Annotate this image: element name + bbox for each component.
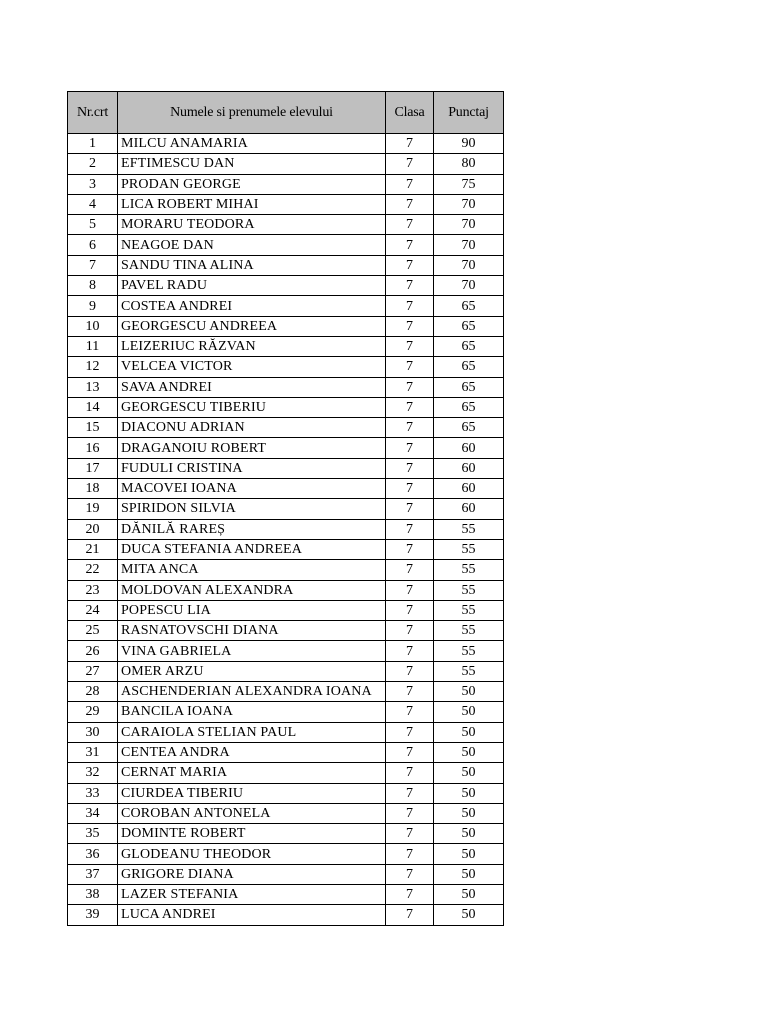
clasa-cell: 7	[386, 377, 434, 397]
clasa-cell: 7	[386, 661, 434, 681]
clasa-cell: 7	[386, 641, 434, 661]
header-punctaj: Punctaj	[434, 92, 504, 134]
student-name-cell: COSTEA ANDREI	[118, 296, 386, 316]
punctaj-cell: 65	[434, 316, 504, 336]
student-name-cell: ASCHENDERIAN ALEXANDRA IOANA	[118, 682, 386, 702]
table-row	[68, 783, 504, 803]
student-name-cell: DOMINTE ROBERT	[118, 824, 386, 844]
student-name-cell: PAVEL RADU	[118, 276, 386, 296]
table-body	[68, 134, 504, 926]
clasa-cell: 7	[386, 357, 434, 377]
punctaj-cell: 65	[434, 296, 504, 316]
row-nr-cell: 36	[68, 844, 118, 864]
table-row	[68, 255, 504, 275]
table-row	[68, 276, 504, 296]
punctaj-cell: 55	[434, 621, 504, 641]
student-name-cell: GEORGESCU TIBERIU	[118, 397, 386, 417]
table-row	[68, 722, 504, 742]
punctaj-cell: 60	[434, 499, 504, 519]
punctaj-cell: 70	[434, 255, 504, 275]
row-nr-cell: 16	[68, 438, 118, 458]
clasa-cell: 7	[386, 215, 434, 235]
clasa-cell: 7	[386, 600, 434, 620]
row-nr-cell: 37	[68, 864, 118, 884]
table-row	[68, 458, 504, 478]
clasa-cell: 7	[386, 336, 434, 356]
clasa-cell: 7	[386, 702, 434, 722]
table-row	[68, 742, 504, 762]
student-name-cell: MACOVEI IOANA	[118, 479, 386, 499]
table-row	[68, 316, 504, 336]
table-row	[68, 580, 504, 600]
table-row	[68, 418, 504, 438]
student-name-cell: CIURDEA TIBERIU	[118, 783, 386, 803]
punctaj-cell: 65	[434, 336, 504, 356]
header-student-name: Numele si prenumele elevului	[118, 92, 386, 134]
student-name-cell: NEAGOE DAN	[118, 235, 386, 255]
clasa-cell: 7	[386, 479, 434, 499]
row-nr-cell: 8	[68, 276, 118, 296]
student-name-cell: BANCILA IOANA	[118, 702, 386, 722]
table-row	[68, 560, 504, 580]
row-nr-cell: 12	[68, 357, 118, 377]
student-name-cell: DĂNILĂ RAREȘ	[118, 519, 386, 539]
table-row	[68, 905, 504, 925]
student-name-cell: FUDULI CRISTINA	[118, 458, 386, 478]
header-nr-crt: Nr.crt	[68, 92, 118, 134]
punctaj-cell: 90	[434, 134, 504, 154]
table-row	[68, 215, 504, 235]
clasa-cell: 7	[386, 783, 434, 803]
row-nr-cell: 17	[68, 458, 118, 478]
student-name-cell: LEIZERIUC RĂZVAN	[118, 336, 386, 356]
table-row	[68, 763, 504, 783]
student-name-cell: LICA ROBERT MIHAI	[118, 194, 386, 214]
row-nr-cell: 3	[68, 174, 118, 194]
clasa-cell: 7	[386, 174, 434, 194]
results-table	[67, 91, 504, 926]
row-nr-cell: 28	[68, 682, 118, 702]
student-name-cell: CARAIOLA STELIAN PAUL	[118, 722, 386, 742]
clasa-cell: 7	[386, 884, 434, 904]
punctaj-cell: 55	[434, 580, 504, 600]
row-nr-cell: 35	[68, 824, 118, 844]
row-nr-cell: 2	[68, 154, 118, 174]
punctaj-cell: 55	[434, 641, 504, 661]
student-name-cell: MITA ANCA	[118, 560, 386, 580]
clasa-cell: 7	[386, 539, 434, 559]
student-name-cell: SPIRIDON SILVIA	[118, 499, 386, 519]
clasa-cell: 7	[386, 458, 434, 478]
table-row	[68, 641, 504, 661]
row-nr-cell: 30	[68, 722, 118, 742]
student-name-cell: MORARU TEODORA	[118, 215, 386, 235]
punctaj-cell: 50	[434, 783, 504, 803]
row-nr-cell: 27	[68, 661, 118, 681]
row-nr-cell: 34	[68, 803, 118, 823]
clasa-cell: 7	[386, 864, 434, 884]
punctaj-cell: 70	[434, 235, 504, 255]
punctaj-cell: 55	[434, 519, 504, 539]
student-name-cell: OMER ARZU	[118, 661, 386, 681]
clasa-cell: 7	[386, 316, 434, 336]
punctaj-cell: 50	[434, 702, 504, 722]
student-name-cell: GLODEANU THEODOR	[118, 844, 386, 864]
punctaj-cell: 50	[434, 742, 504, 762]
clasa-cell: 7	[386, 519, 434, 539]
clasa-cell: 7	[386, 844, 434, 864]
punctaj-cell: 65	[434, 418, 504, 438]
clasa-cell: 7	[386, 742, 434, 762]
row-nr-cell: 19	[68, 499, 118, 519]
table-row	[68, 600, 504, 620]
clasa-cell: 7	[386, 438, 434, 458]
clasa-cell: 7	[386, 905, 434, 925]
student-name-cell: CERNAT MARIA	[118, 763, 386, 783]
clasa-cell: 7	[386, 682, 434, 702]
punctaj-cell: 55	[434, 560, 504, 580]
row-nr-cell: 26	[68, 641, 118, 661]
clasa-cell: 7	[386, 194, 434, 214]
row-nr-cell: 31	[68, 742, 118, 762]
student-name-cell: SAVA ANDREI	[118, 377, 386, 397]
student-name-cell: CENTEA ANDRA	[118, 742, 386, 762]
row-nr-cell: 4	[68, 194, 118, 214]
row-nr-cell: 23	[68, 580, 118, 600]
student-name-cell: POPESCU LIA	[118, 600, 386, 620]
table-row	[68, 235, 504, 255]
punctaj-cell: 50	[434, 864, 504, 884]
student-name-cell: MILCU ANAMARIA	[118, 134, 386, 154]
row-nr-cell: 21	[68, 539, 118, 559]
punctaj-cell: 80	[434, 154, 504, 174]
row-nr-cell: 5	[68, 215, 118, 235]
header-row	[68, 92, 504, 134]
clasa-cell: 7	[386, 397, 434, 417]
table-row	[68, 824, 504, 844]
table-row	[68, 357, 504, 377]
row-nr-cell: 6	[68, 235, 118, 255]
table-row	[68, 397, 504, 417]
punctaj-cell: 50	[434, 722, 504, 742]
table-row	[68, 194, 504, 214]
punctaj-cell: 50	[434, 763, 504, 783]
table-row	[68, 438, 504, 458]
clasa-cell: 7	[386, 580, 434, 600]
punctaj-cell: 50	[434, 803, 504, 823]
punctaj-cell: 60	[434, 458, 504, 478]
table-row	[68, 803, 504, 823]
punctaj-cell: 55	[434, 661, 504, 681]
student-name-cell: DUCA STEFANIA ANDREEA	[118, 539, 386, 559]
clasa-cell: 7	[386, 824, 434, 844]
row-nr-cell: 15	[68, 418, 118, 438]
punctaj-cell: 50	[434, 824, 504, 844]
table-row	[68, 336, 504, 356]
punctaj-cell: 60	[434, 438, 504, 458]
student-name-cell: PRODAN GEORGE	[118, 174, 386, 194]
table-row	[68, 661, 504, 681]
row-nr-cell: 39	[68, 905, 118, 925]
punctaj-cell: 50	[434, 844, 504, 864]
row-nr-cell: 32	[68, 763, 118, 783]
punctaj-cell: 70	[434, 276, 504, 296]
clasa-cell: 7	[386, 296, 434, 316]
punctaj-cell: 65	[434, 357, 504, 377]
row-nr-cell: 13	[68, 377, 118, 397]
clasa-cell: 7	[386, 154, 434, 174]
table-header	[68, 92, 504, 134]
clasa-cell: 7	[386, 560, 434, 580]
table-row	[68, 702, 504, 722]
table-row	[68, 174, 504, 194]
punctaj-cell: 65	[434, 377, 504, 397]
table-row	[68, 154, 504, 174]
clasa-cell: 7	[386, 722, 434, 742]
clasa-cell: 7	[386, 276, 434, 296]
clasa-cell: 7	[386, 763, 434, 783]
punctaj-cell: 50	[434, 682, 504, 702]
table-row	[68, 621, 504, 641]
table-row	[68, 519, 504, 539]
punctaj-cell: 70	[434, 215, 504, 235]
student-name-cell: GRIGORE DIANA	[118, 864, 386, 884]
clasa-cell: 7	[386, 621, 434, 641]
student-name-cell: VELCEA VICTOR	[118, 357, 386, 377]
punctaj-cell: 55	[434, 539, 504, 559]
clasa-cell: 7	[386, 235, 434, 255]
clasa-cell: 7	[386, 418, 434, 438]
table-row	[68, 539, 504, 559]
row-nr-cell: 33	[68, 783, 118, 803]
row-nr-cell: 7	[68, 255, 118, 275]
student-name-cell: LUCA ANDREI	[118, 905, 386, 925]
row-nr-cell: 14	[68, 397, 118, 417]
student-name-cell: MOLDOVAN ALEXANDRA	[118, 580, 386, 600]
row-nr-cell: 20	[68, 519, 118, 539]
student-name-cell: COROBAN ANTONELA	[118, 803, 386, 823]
punctaj-cell: 55	[434, 600, 504, 620]
row-nr-cell: 22	[68, 560, 118, 580]
punctaj-cell: 60	[434, 479, 504, 499]
clasa-cell: 7	[386, 499, 434, 519]
row-nr-cell: 11	[68, 336, 118, 356]
row-nr-cell: 10	[68, 316, 118, 336]
student-name-cell: DRAGANOIU ROBERT	[118, 438, 386, 458]
table-row	[68, 682, 504, 702]
row-nr-cell: 18	[68, 479, 118, 499]
punctaj-cell: 50	[434, 884, 504, 904]
row-nr-cell: 25	[68, 621, 118, 641]
clasa-cell: 7	[386, 255, 434, 275]
table-row	[68, 499, 504, 519]
table-row	[68, 296, 504, 316]
table-row	[68, 864, 504, 884]
student-name-cell: SANDU TINA ALINA	[118, 255, 386, 275]
row-nr-cell: 29	[68, 702, 118, 722]
punctaj-cell: 65	[434, 397, 504, 417]
punctaj-cell: 50	[434, 905, 504, 925]
header-clasa: Clasa	[386, 92, 434, 134]
student-name-cell: GEORGESCU ANDREEA	[118, 316, 386, 336]
student-name-cell: VINA GABRIELA	[118, 641, 386, 661]
table-row	[68, 844, 504, 864]
student-name-cell: RASNATOVSCHI DIANA	[118, 621, 386, 641]
student-name-cell: LAZER STEFANIA	[118, 884, 386, 904]
row-nr-cell: 1	[68, 134, 118, 154]
punctaj-cell: 70	[434, 194, 504, 214]
row-nr-cell: 38	[68, 884, 118, 904]
row-nr-cell: 24	[68, 600, 118, 620]
clasa-cell: 7	[386, 803, 434, 823]
student-name-cell: DIACONU ADRIAN	[118, 418, 386, 438]
clasa-cell: 7	[386, 134, 434, 154]
punctaj-cell: 75	[434, 174, 504, 194]
table-row	[68, 884, 504, 904]
table-row	[68, 134, 504, 154]
student-name-cell: EFTIMESCU DAN	[118, 154, 386, 174]
row-nr-cell: 9	[68, 296, 118, 316]
table-row	[68, 377, 504, 397]
table-row	[68, 479, 504, 499]
